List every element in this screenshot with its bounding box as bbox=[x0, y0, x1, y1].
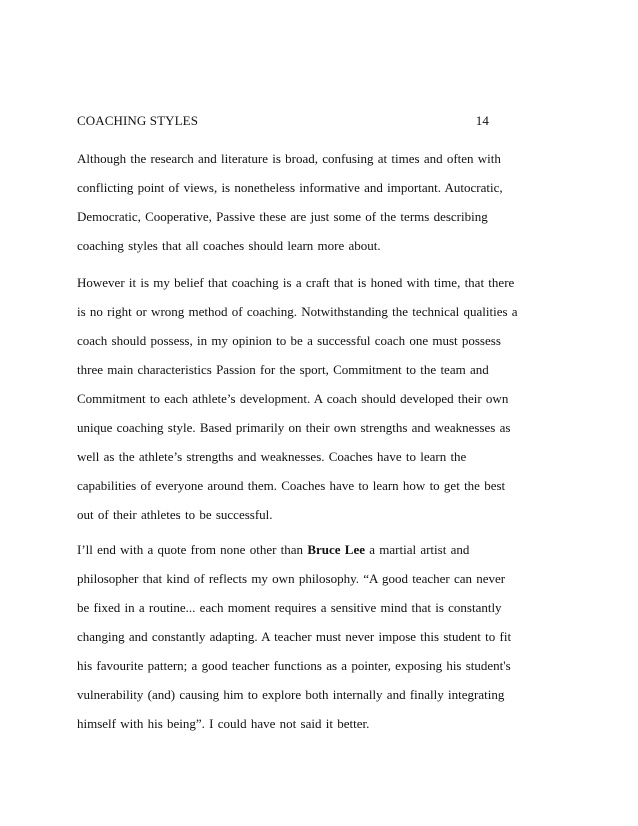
text-line: However it is my belief that coaching is a craft that is honed with time, that there bbox=[77, 275, 515, 290]
text-line: Commitment to each athlete’s development. A coach should developed their own bbox=[77, 391, 509, 406]
text-line: well as the athlete’s strengths and weaknesses. Coaches have to learn the bbox=[77, 449, 467, 464]
running-head-title: COACHING STYLES bbox=[77, 113, 199, 128]
text-line: coaching styles that all coaches should learn more about. bbox=[77, 238, 381, 253]
text-line: his favourite pattern; a good teacher functions as a pointer, exposing his student's bbox=[77, 658, 511, 673]
quote-intro-text: I’ll end with a quote from none other than bbox=[77, 542, 308, 557]
page-number: 14 bbox=[475, 113, 489, 128]
text-line: three main characteristics Passion for the sport, Commitment to the team and bbox=[77, 362, 489, 377]
text-line: coach should possess, in my opinion to be a successful coach one must possess bbox=[77, 333, 501, 348]
text-line: changing and constantly adapting. A teacher must never impose this student to fit bbox=[77, 629, 512, 644]
text-line: Although the research and literature is broad, confusing at times and often with bbox=[77, 151, 501, 166]
text-line: out of their athletes to be successful. bbox=[77, 507, 273, 522]
bold-name: Bruce Lee bbox=[307, 542, 365, 557]
text-line: be fixed in a routine... each moment requires a sensitive mind that is constantly bbox=[77, 600, 502, 615]
text-line: philosopher that kind of reflects my own philosophy. “A good teacher can never bbox=[77, 571, 506, 586]
text-line: unique coaching style. Based primarily on their own strengths and weaknesses as bbox=[77, 420, 511, 435]
text-line: is no right or wrong method of coaching. Notwithstanding the technical qualities a bbox=[77, 304, 518, 319]
text-line: capabilities of everyone around them. Coaches have to learn how to get the best bbox=[77, 478, 506, 493]
text-line bbox=[77, 542, 469, 558]
text-line: Democratic, Cooperative, Passive these are just some of the terms describing bbox=[77, 209, 488, 224]
text-line: himself with his being”. I could have not said it better. bbox=[77, 716, 370, 731]
text-line: conflicting point of views, is nonetheless informative and important. Autocratic, bbox=[77, 180, 503, 195]
text-line: vulnerability (and) causing him to explore both internally and finally integrating bbox=[77, 687, 505, 702]
quote-intro-text-end: a martial artist and bbox=[364, 542, 470, 557]
